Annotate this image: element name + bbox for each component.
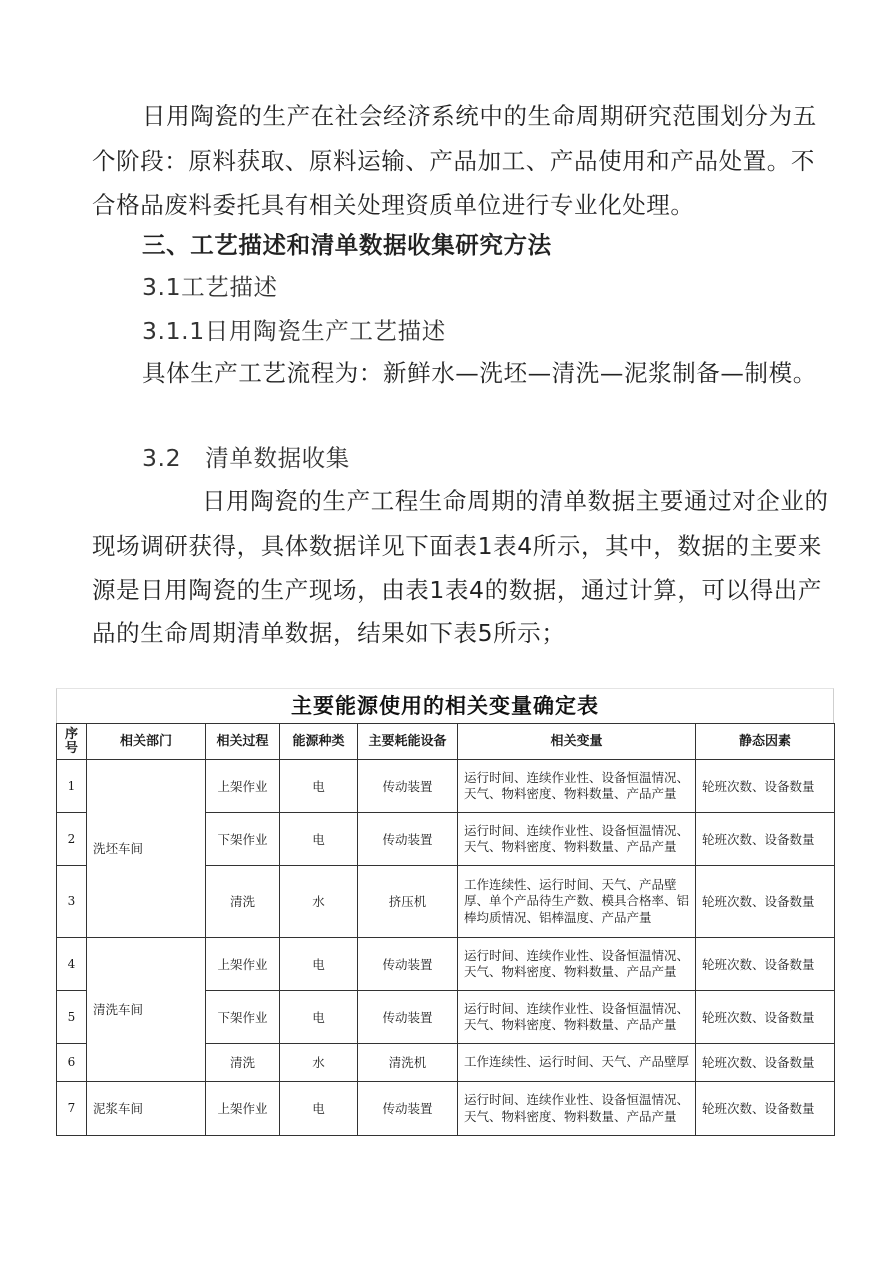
header-process: 相关过程 xyxy=(206,724,280,760)
process-cell: 上架作业 xyxy=(206,938,280,991)
table-row xyxy=(57,1082,835,1136)
subsubsection-heading: 3.1.1日用陶瓷生产工艺描述 xyxy=(142,317,446,345)
energy-cell: 电 xyxy=(280,760,358,813)
header-static: 静态因素 xyxy=(696,724,835,760)
static-cell: 轮班次数、设备数量 xyxy=(696,813,835,866)
seq-cell: 7 xyxy=(57,1082,87,1136)
static-cell: 轮班次数、设备数量 xyxy=(696,938,835,991)
body-paragraph-line: 现场调研获得，具体数据详见下面表1表4所示，其中，数据的主要来 xyxy=(92,532,823,560)
subsection-heading: 3.2 清单数据收集 xyxy=(142,444,350,472)
process-cell: 上架作业 xyxy=(206,1082,280,1136)
section-heading: 三、工艺描述和清单数据收集研究方法 xyxy=(142,231,552,259)
process-cell: 上架作业 xyxy=(206,760,280,813)
intro-paragraph-line: 个阶段：原料获取、原料运输、产品加工、产品使用和产品处置。不 xyxy=(92,147,815,175)
static-cell: 轮班次数、设备数量 xyxy=(696,1082,835,1136)
dept-cell: 清洗车间 xyxy=(87,938,206,1082)
energy-cell: 电 xyxy=(280,938,358,991)
body-paragraph-line: 源是日用陶瓷的生产现场，由表1表4的数据，通过计算，可以得出产 xyxy=(92,576,823,604)
equipment-cell: 传动装置 xyxy=(358,1082,458,1136)
header-seq: 序号 xyxy=(57,724,87,760)
energy-variables-table xyxy=(56,688,834,1136)
static-cell: 轮班次数、设备数量 xyxy=(696,760,835,813)
equipment-cell: 传动装置 xyxy=(358,991,458,1044)
seq-cell: 5 xyxy=(57,991,87,1044)
table-row xyxy=(57,760,835,813)
variables-cell: 工作连续性、运行时间、天气、产品壁厚、单个产品待生产数、模具合格率、铝棒均质情况、铝棒温度、产品产量 xyxy=(458,866,696,938)
header-energy: 能源种类 xyxy=(280,724,358,760)
process-cell: 下架作业 xyxy=(206,813,280,866)
process-cell: 清洗 xyxy=(206,1044,280,1082)
seq-cell: 1 xyxy=(57,760,87,813)
header-dept: 相关部门 xyxy=(87,724,206,760)
variables-cell: 工作连续性、运行时间、天气、产品壁厚 xyxy=(458,1044,696,1082)
variables-cell: 运行时间、连续作业性、设备恒温情况、天气、物料密度、物料数量、产品产量 xyxy=(458,938,696,991)
equipment-cell: 挤压机 xyxy=(358,866,458,938)
seq-cell: 4 xyxy=(57,938,87,991)
process-cell: 下架作业 xyxy=(206,991,280,1044)
static-cell: 轮班次数、设备数量 xyxy=(696,866,835,938)
variables-cell: 运行时间、连续作业性、设备恒温情况、天气、物料密度、物料数量、产品产量 xyxy=(458,1082,696,1136)
equipment-cell: 传动装置 xyxy=(358,760,458,813)
energy-cell: 电 xyxy=(280,813,358,866)
equipment-cell: 清洗机 xyxy=(358,1044,458,1082)
energy-cell: 水 xyxy=(280,866,358,938)
table-row xyxy=(57,938,835,991)
dept-cell: 洗坯车间 xyxy=(87,760,206,938)
equipment-cell: 传动装置 xyxy=(358,813,458,866)
variables-cell: 运行时间、连续作业性、设备恒温情况、天气、物料密度、物料数量、产品产量 xyxy=(458,991,696,1044)
energy-cell: 电 xyxy=(280,1082,358,1136)
table-title: 主要能源使用的相关变量确定表 xyxy=(56,688,834,723)
equipment-cell: 传动装置 xyxy=(358,938,458,991)
intro-paragraph-line: 合格品废料委托具有相关处理资质单位进行专业化处理。 xyxy=(92,191,695,219)
process-flow-text: 具体生产工艺流程为：新鲜水—洗坯—清洗—泥浆制备—制模。 xyxy=(142,359,817,387)
seq-cell: 6 xyxy=(57,1044,87,1082)
seq-cell: 2 xyxy=(57,813,87,866)
table-header-row xyxy=(57,724,835,760)
header-equipment: 主要耗能设备 xyxy=(358,724,458,760)
variables-cell: 运行时间、连续作业性、设备恒温情况、天气、物料密度、物料数量、产品产量 xyxy=(458,813,696,866)
seq-cell: 3 xyxy=(57,866,87,938)
process-cell: 清洗 xyxy=(206,866,280,938)
variables-cell: 运行时间、连续作业性、设备恒温情况、天气、物料密度、物料数量、产品产量 xyxy=(458,760,696,813)
header-variables: 相关变量 xyxy=(458,724,696,760)
body-paragraph-line: 品的生命周期清单数据，结果如下表5所示； xyxy=(92,619,566,647)
energy-cell: 水 xyxy=(280,1044,358,1082)
dept-cell: 泥浆车间 xyxy=(87,1082,206,1136)
intro-paragraph-line: 日用陶瓷的生产在社会经济系统中的生命周期研究范围划分为五 xyxy=(142,102,817,130)
static-cell: 轮班次数、设备数量 xyxy=(696,991,835,1044)
table-grid xyxy=(56,723,835,1136)
subsection-heading: 3.1工艺描述 xyxy=(142,273,278,301)
static-cell: 轮班次数、设备数量 xyxy=(696,1044,835,1082)
energy-cell: 电 xyxy=(280,991,358,1044)
body-paragraph-line: 日用陶瓷的生产工程生命周期的清单数据主要通过对企业的 xyxy=(202,487,829,515)
